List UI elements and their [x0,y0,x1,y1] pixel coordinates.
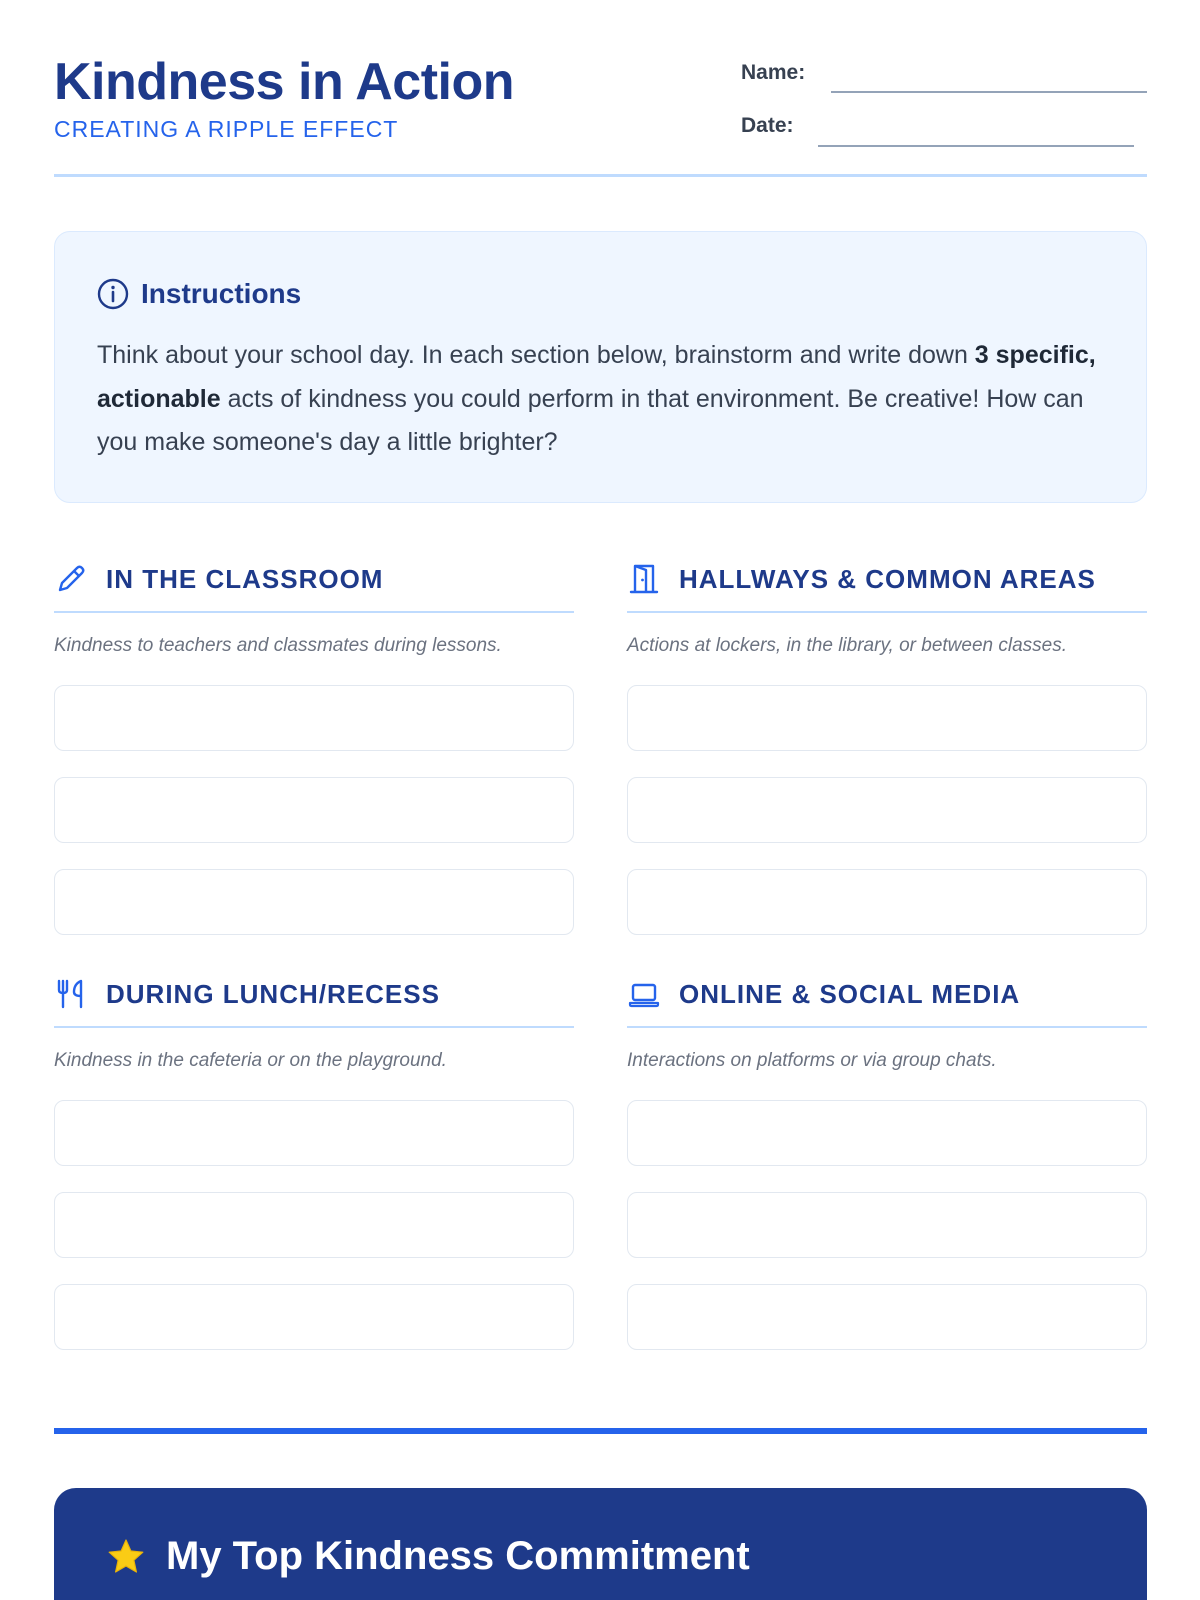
section-classroom [54,547,574,935]
instructions-heading [97,278,301,310]
date-label: Date: [741,114,794,137]
answer-box-2[interactable] [54,1192,574,1258]
page-title: Kindness in Action [54,53,514,111]
section-header [627,962,1147,1028]
section-description: Actions at lockers, in the library, or between classes. [627,635,1068,656]
date-field[interactable] [818,145,1134,147]
section-title: DURING LUNCH/RECESS [106,978,440,1009]
instructions-title: Instructions [141,278,302,309]
instructions-panel [54,231,1147,503]
section-lunch [54,962,574,1350]
answer-box-3[interactable] [54,869,574,935]
answer-box-1[interactable] [627,685,1147,751]
worksheet-header [54,0,1147,177]
section-header [627,547,1147,613]
section-online [627,962,1147,1350]
answer-box-3[interactable] [627,1284,1147,1350]
pencil-icon [54,562,88,596]
answer-box-2[interactable] [627,1192,1147,1258]
answer-box-3[interactable] [627,869,1147,935]
section-description: Interactions on platforms or via group chats. [627,1050,997,1071]
name-label: Name: [741,61,806,84]
name-field[interactable] [831,91,1147,93]
utensils-icon [54,977,88,1011]
section-title: IN THE CLASSROOM [106,563,384,594]
star-icon [106,1537,146,1577]
section-hallways [627,547,1147,935]
answer-box-2[interactable] [54,777,574,843]
commitment-title: My Top Kindness Commitment [166,1534,750,1578]
info-icon [97,278,129,310]
commitment-panel [54,1488,1147,1600]
instructions-text-bold: 3 specific, actionable [97,341,1096,413]
section-description: Kindness to teachers and classmates during lessons. [54,635,502,656]
section-header [54,547,574,613]
section-header [54,962,574,1028]
section-title: ONLINE & SOCIAL MEDIA [679,978,1021,1009]
instructions-text-part2: acts of kindness you could perform in that environment. Be creative! How can you make someone's day a little brighter? [97,384,1084,456]
door-icon [627,562,661,596]
laptop-icon [627,977,661,1011]
instructions-text [97,334,1107,465]
answer-box-1[interactable] [627,1100,1147,1166]
section-description: Kindness in the cafeteria or on the playground. [54,1050,447,1071]
answer-box-2[interactable] [627,777,1147,843]
section-title: HALLWAYS & COMMON AREAS [679,563,1096,594]
answer-box-1[interactable] [54,1100,574,1166]
section-divider [54,1428,1147,1434]
answer-box-3[interactable] [54,1284,574,1350]
commitment-heading [106,1534,750,1579]
instructions-text-part1: Think about your school day. In each section below, brainstorm and write down [97,341,975,369]
answer-box-1[interactable] [54,685,574,751]
page-subtitle: CREATING A RIPPLE EFFECT [54,116,399,142]
